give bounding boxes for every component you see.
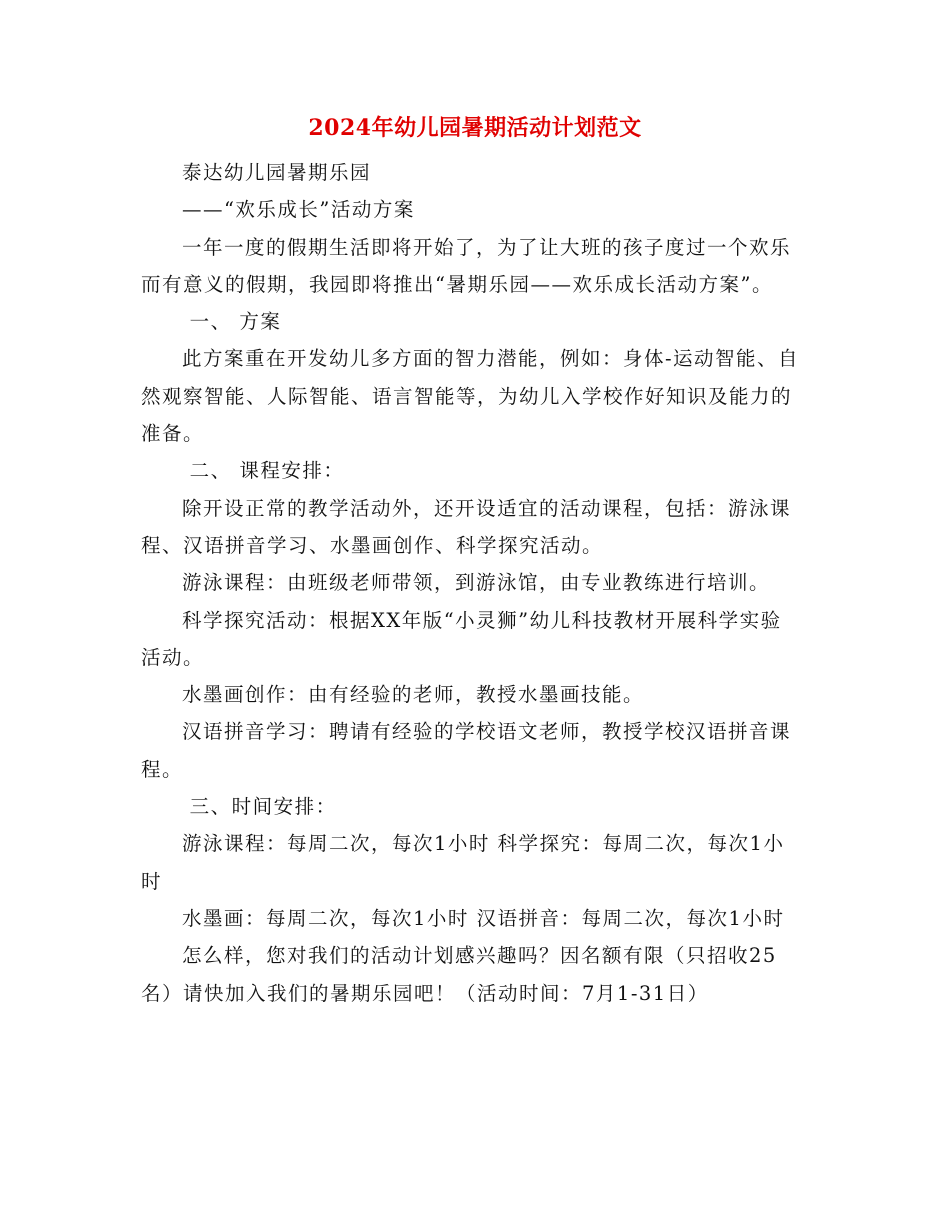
paragraph-pinyin-learning: 汉语拼音学习：聘请有经验的学校语文老师，教授学校汉语拼音课程。 xyxy=(141,720,791,781)
document-body xyxy=(141,154,801,1012)
paragraph-plan-subtitle: ——“欢乐成长”活动方案 xyxy=(181,198,415,222)
section-heading-plan: 一、 方案 xyxy=(181,310,282,334)
paragraph-plan-description: 此方案重在开发幼儿多方面的智力潜能，例如：身体-运动智能、自然观察智能、人际智能、语言智能等，为幼儿入学校作好知识及能力的准备。 xyxy=(141,347,800,446)
paragraph-swimming-course: 游泳课程：由班级老师带领，到游泳馆，由专业教练进行培训。 xyxy=(181,571,770,595)
paragraph-schedule-painting-pinyin: 水墨画：每周二次，每次1小时 汉语拼音：每周二次，每次1小时 xyxy=(181,906,785,930)
paragraph-courses-overview: 除开设正常的教学活动外，还开设适宜的活动课程，包括：游泳课程、汉语拼音学习、水墨画创作、科学探究活动。 xyxy=(141,496,791,557)
paragraph-introduction: 一年一度的假期生活即将开始了，为了让大班的孩子度过一个欢乐而有意义的假期，我园即将推出“暑期乐园——欢乐成长活动方案”。 xyxy=(141,235,791,296)
paragraph-kindergarten-name: 泰达幼儿园暑期乐园 xyxy=(181,161,371,184)
paragraph-schedule-swim-science: 游泳课程：每周二次，每次1小时 科学探究：每周二次，每次1小时 xyxy=(141,832,785,893)
section-heading-courses: 二、 课程安排： xyxy=(181,459,345,483)
paragraph-closing-invitation: 怎么样，您对我们的活动计划感兴趣吗？因名额有限（只招收25名）请快加入我们的暑期乐园吧！（活动时间：7月1-31日） xyxy=(141,944,777,1005)
document-title: 2024年幼儿园暑期活动计划范文 xyxy=(308,115,642,141)
paragraph-science-activity: 科学探究活动：根据XX年版“小灵狮”幼儿科技教材开展科学实验活动。 xyxy=(141,608,782,669)
paragraph-ink-painting: 水墨画创作：由有经验的老师，教授水墨画技能。 xyxy=(181,683,644,707)
section-heading-schedule: 三、时间安排： xyxy=(181,795,337,819)
